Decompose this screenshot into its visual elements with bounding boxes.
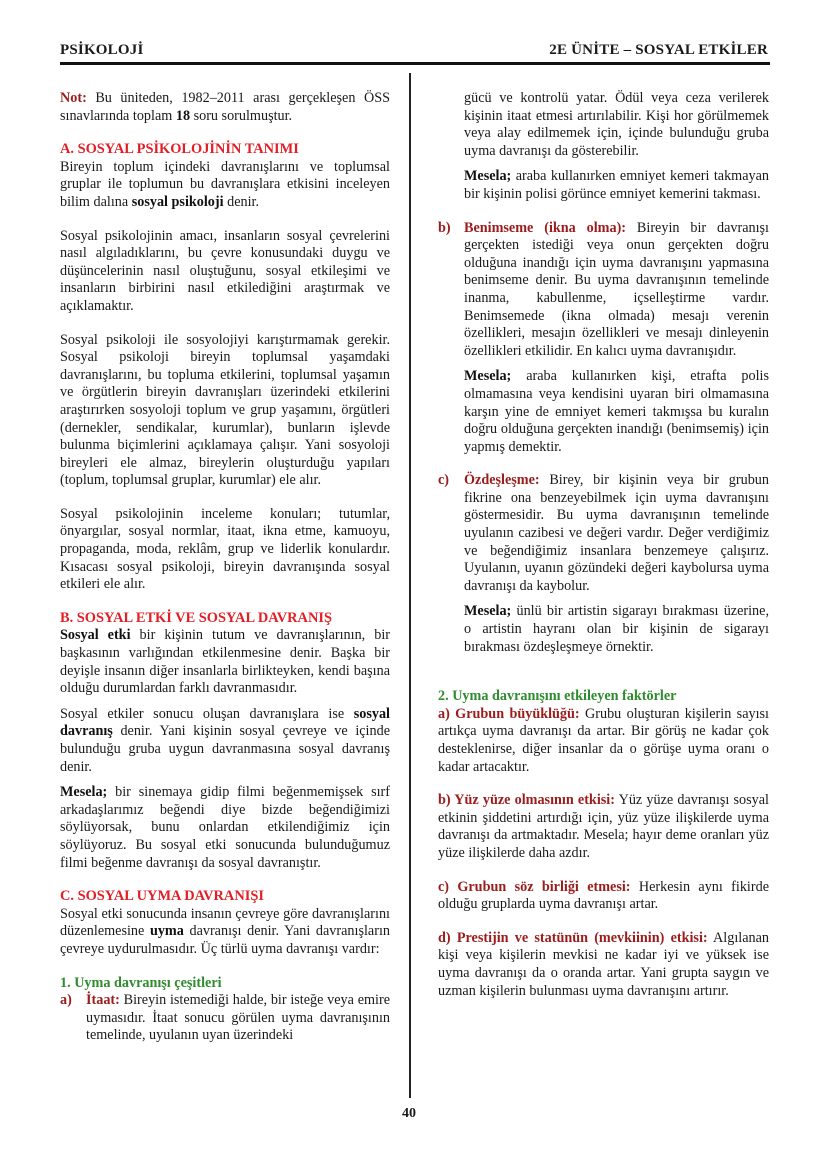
section-a-p2: Sosyal psikolojinin amacı, insanların sosyal çevrelerini nasıl algıladıklarını, bu çevre konusundaki duygu ve düşüncelerinin nasıl oluştuğunu, sosyal etkileşimi ve insanların birbirini nasıl etkilediğini araştırmak ve açıklamaktır. bbox=[60, 227, 390, 314]
section-b-p3: Mesela; bir sinemaya gidip filmi beğenmemişsek sırf arkadaşlarımız beğendi diye bizde beğendiğimizi söylüyorsak, bunu onlardan etkilendiğimiz için söylüyoruz. Bu sosyal etki sonucunda bulunduğumuz filmi beğenme davranışı da sosyal davranıştır. bbox=[60, 784, 390, 871]
factor-a: a) Grubun büyüklüğü: Grubu oluşturan kişilerin sayısı artıkça uyma davranışı da artar. Bir görüş ne kadar çok desteklenirse, diğer insanlar da o görüşe uyma oranı o kadar artacaktır. bbox=[438, 705, 769, 775]
item-ozdeslesme: c) Özdeşleşme: Birey, bir kişinin veya bir grubun fikrine ona benzeyebilmek için uyma davranışını göstermesidir. Bu uyma davranışının temelinde uyulanın cazibesi ve değeri vardır. Değer verdiğimiz ve beğendiğimiz insanlara benzemeye çalışırız. Uyulanın, uyanın gözündeki değeri kaybolursa uyma davranışı da kaybolur. bbox=[438, 472, 769, 594]
section-b-p1: Sosyal etki bir kişinin tutum ve davranışlarının, bir başkasının varlığından etkilenmesine denir. Başka bir deyişle insanın diğer insanlarla birlikteyken, kendi başına olduğu durumlardan farklı davranmasıdır. bbox=[60, 627, 390, 697]
section-a-p4: Sosyal psikolojinin inceleme konuları; tutumlar, önyargılar, sosyal normlar, itaat, ikna etme, kamuoyu, propaganda, moda, reklâm, grup ve liderlik konulardır. Kısacası sosyal psikoloji, bireyin davranışında sosyal etkileri ele alır. bbox=[60, 505, 390, 593]
factor-d: d) Prestijin ve statünün (mevkiinin) etkisi: Algılanan kişi veya kişilerin mevkisi ne kadar iyi ve yüksek ise uyma davranışı da o oranda artar. Yani grupta saygın ve uzman kişilerin bulunması uyma davranışını artırır. bbox=[438, 929, 769, 999]
item-b-example: Mesela; araba kullanırken kişi, etrafta polis olmamasına veya kendisini uyaran biri olmamasına karşın yine de emniyet kemeri takmışsa bu kuralın doğru olduğuna gerçekten inandığı (benimsemiş) için yapmış demektir. bbox=[464, 368, 769, 455]
left-column bbox=[60, 90, 390, 1045]
section-c-p1: Sosyal etki sonucunda insanın çevreye göre davranışlarını düzenlemesine uyma davranışı denir. Yani davranışların çevreye uydurulmasıdır. Üç türlü uyma davranışı vardır: bbox=[60, 905, 390, 957]
section-a-p3: Sosyal psikoloji ile sosyolojiyi karıştırmamak gerekir. Sosyal psikoloji bireyin toplumsal yaşamdaki davranışlarını, bu topluma etkilerini, toplumsal yaşamın ve örgütlerin bireyin davranışları üzerindeki etkilerini araştırırken sosyoloji toplum ve grup yaşamını, örgütleri (dernekler, sendikalar, kurumlar), bunların işlevde bulunma biçimlerini açıklamaya çalışır. Yani sosyoloji bireyleri ele almaz, bireylerin oluşturduğu yapıları (toplum, toplumsal gruplar, kurumlar) ele alır. bbox=[60, 331, 390, 489]
unit-title: 2E ÜNİTE – SOSYAL ETKİLER bbox=[549, 42, 768, 58]
section-a-heading: A. SOSYAL PSİKOLOJİNİN TANIMI bbox=[60, 141, 299, 158]
item-itaat: a) İtaat: Bireyin istemediği halde, bir isteğe veya emire uymasıdır. İtaat sonucu görülen uyma davranışının temelinde, uyulanın uyan üzerindeki bbox=[60, 992, 390, 1044]
column-divider bbox=[409, 73, 411, 1098]
page-header bbox=[60, 36, 768, 64]
note-paragraph: Not: Bu üniteden, 1982–2011 arası gerçekleşen ÖSS sınavlarında toplam 18 soru sorulmuştur. bbox=[60, 90, 390, 124]
section-b-p2: Sosyal etkiler sonucu oluşan davranışlara ise sosyal davranış denir. Yani kişinin sosyal çevreye ve içinde bulunduğu gruba uygun davranmasına sosyal davranış denir. bbox=[60, 705, 390, 775]
factor-c: c) Grubun söz birliği etmesi: Herkesin aynı fikirde olduğu gruplarda uyma davranışı artar. bbox=[438, 878, 769, 913]
item-a-continuation: gücü ve kontrolü yatar. Ödül veya ceza verilerek kişinin itaat etmesi artırılabilir. Kişi hor görülmemek veya alay edilmemek için, içinde bulunduğu gruba uyma davranışı da gösterebilir. bbox=[464, 90, 769, 159]
section-b-heading: B. SOSYAL ETKİ VE SOSYAL DAVRANIŞ bbox=[60, 609, 332, 626]
item-benimseme: b) Benimseme (ikna olma): Bireyin bir davranışı gerçekten istediği veya onun gerçekten doğru olduğuna inandığı için uyma davranışını yapmasına benimseme denir. Bu uyma davranışının temelinde inanma, kabullenme, içselleştirme vardır. Benimsemede (ikna olmada) mesajı verenin özellikleri, mesajın özellikleri ve mesajı dinleyenin özellikleri etkilidir. En kalıcı uyma davranışıdır. bbox=[438, 219, 769, 359]
factor-b: b) Yüz yüze olmasının etkisi: Yüz yüze davranışı sosyal etkinin şiddetini artırdığı için, yüz yüze ilişkilerde uyma davranışı da artmaktadır. Mesela; hayır deme oranları yüz yüze ilişkilerde daha azdır. bbox=[438, 792, 769, 861]
subject-title: PSİKOLOJİ bbox=[60, 42, 144, 58]
section-a-p1: Bireyin toplum içindeki davranışlarını ve toplumsal gruplar ile toplumun bu davranışlara etkisini inceleyen bilim dalına sosyal psikoloji denir. bbox=[60, 158, 390, 210]
item-a-example: Mesela; araba kullanırken emniyet kemeri takmayan bir kişinin polisi görünce emniyet kemerini takması. bbox=[464, 168, 769, 202]
note-label: Not: bbox=[60, 90, 87, 106]
right-column bbox=[438, 90, 769, 1000]
item-c-example: Mesela; ünlü bir artistin sigarayı bırakması üzerine, o artistin hayranı olan bir kişinin de sigarayı bırakması özdeşleşmeye örnektir. bbox=[464, 603, 769, 655]
page-number: 40 bbox=[402, 1106, 416, 1121]
item-marker: a) bbox=[60, 992, 72, 1009]
subsection-2-heading: 2. Uyma davranışını etkileyen faktörler bbox=[438, 688, 677, 705]
subsection-1-heading: 1. Uyma davranışı çeşitleri bbox=[60, 974, 222, 991]
header-rule bbox=[60, 62, 770, 65]
section-c-heading: C. SOSYAL UYMA DAVRANIŞI bbox=[60, 888, 264, 905]
